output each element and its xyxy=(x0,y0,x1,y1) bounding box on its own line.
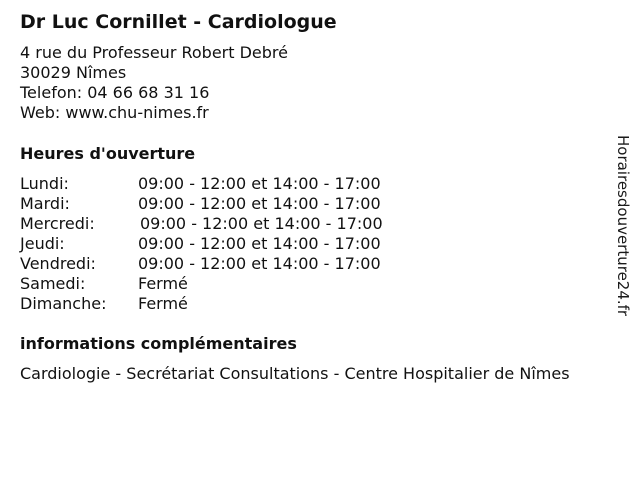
hours-time: 09:00 - 12:00 et 14:00 - 17:00 xyxy=(138,194,381,213)
hours-time: Fermé xyxy=(138,294,188,313)
hours-day: Samedi: xyxy=(20,274,86,293)
additional-info-text: Cardiologie - Secrétariat Consultations - Centre Hospitalier de Nîmes xyxy=(20,364,570,383)
hours-time: 09:00 - 12:00 et 14:00 - 17:00 xyxy=(140,214,383,233)
site-watermark: Horairesdouverture24.fr xyxy=(614,135,632,317)
hours-day: Lundi: xyxy=(20,174,69,193)
hours-time: 09:00 - 12:00 et 14:00 - 17:00 xyxy=(138,254,381,273)
address-block xyxy=(20,43,288,123)
hours-day: Mercredi: xyxy=(20,214,95,233)
page-title: Dr Luc Cornillet - Cardiologue xyxy=(20,11,337,33)
address-street: 4 rue du Professeur Robert Debré xyxy=(20,43,288,62)
hours-day: Jeudi: xyxy=(20,234,65,253)
hours-day: Dimanche: xyxy=(20,294,107,313)
hours-time: 09:00 - 12:00 et 14:00 - 17:00 xyxy=(138,174,381,193)
hours-day: Mardi: xyxy=(20,194,70,213)
phone-number: Telefon: 04 66 68 31 16 xyxy=(20,83,210,102)
additional-info-heading: informations complémentaires xyxy=(20,334,297,353)
hours-time: Fermé xyxy=(138,274,188,293)
opening-hours-heading: Heures d'ouverture xyxy=(20,144,196,163)
website: Web: www.chu-nimes.fr xyxy=(20,103,209,122)
hours-day: Vendredi: xyxy=(20,254,96,273)
address-city: 30029 Nîmes xyxy=(20,63,127,82)
hours-time: 09:00 - 12:00 et 14:00 - 17:00 xyxy=(138,234,381,253)
